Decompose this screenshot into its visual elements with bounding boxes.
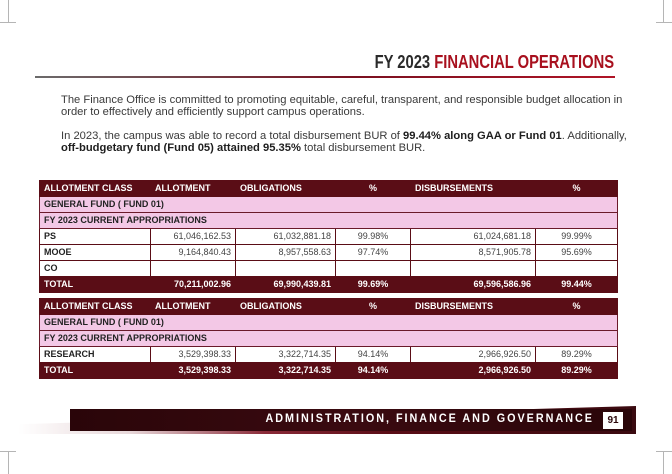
intro-text: total disbursement BUR. [300, 142, 426, 154]
allotment-value [151, 261, 236, 277]
total-allotment: 70,211,002.96 [151, 277, 236, 293]
disbursements-percent: 95.69% [536, 245, 618, 261]
column-header: % [536, 299, 618, 315]
total-row [40, 277, 618, 293]
column-header: ALLOTMENT [151, 181, 236, 197]
crop-mark [656, 451, 672, 452]
page-title [374, 52, 614, 73]
column-header: % [336, 299, 411, 315]
fund-label: GENERAL FUND ( FUND 01) [40, 197, 618, 213]
crop-mark [0, 22, 16, 23]
obligations-value [236, 261, 336, 277]
total-obligations: 69,990,439.81 [236, 277, 336, 293]
column-header: ALLOTMENT [151, 299, 236, 315]
obligations-percent [336, 261, 411, 277]
header-rule [35, 76, 615, 78]
intro-paragraph-1 [39, 94, 641, 118]
disbursements-percent [536, 261, 618, 277]
crop-mark [0, 451, 16, 452]
disbursements-value: 61,024,681.18 [411, 229, 536, 245]
appropriations-row [40, 213, 618, 229]
crop-mark [663, 452, 664, 474]
allotment-class: RESEARCH [40, 347, 151, 363]
table-header-row [40, 181, 618, 197]
intro-paragraph-2 [39, 130, 641, 154]
allotment-class: CO [40, 261, 151, 277]
disbursements-percent: 89.29% [536, 347, 618, 363]
obligations-value: 3,322,714.35 [236, 347, 336, 363]
crop-mark [663, 0, 664, 22]
appropriations-label: FY 2023 CURRENT APPROPRIATIONS [40, 213, 618, 229]
column-header: OBLIGATIONS [236, 299, 336, 315]
fund-label: GENERAL FUND ( FUND 01) [40, 315, 618, 331]
intro-text: In 2023, the campus was able to record a total disbursement BUR of [61, 130, 404, 142]
column-header: DISBURSEMENTS [411, 299, 536, 315]
fund-row [40, 197, 618, 213]
allotment-class: MOOE [40, 245, 151, 261]
disbursements-value: 2,966,926.50 [411, 347, 536, 363]
crop-mark [656, 22, 672, 23]
table-header-row [40, 299, 618, 315]
column-header: % [536, 181, 618, 197]
total-row [40, 363, 618, 379]
column-header: % [336, 181, 411, 197]
table-row [40, 245, 618, 261]
total-disbursements-percent: 89.29% [536, 363, 618, 379]
table-row [40, 229, 618, 245]
obligations-value: 8,957,558.63 [236, 245, 336, 261]
total-disbursements-percent: 99.44% [536, 277, 618, 293]
intro-text: The Finance Office is committed to promoting equitable, careful, transparent, and responsible budget allocation in order to effectively and efficiently support campus operations. [61, 94, 623, 118]
page-title-topic: FINANCIAL OPERATIONS [434, 52, 614, 72]
column-header: ALLOTMENT CLASS [40, 299, 151, 315]
obligations-percent: 97.74% [336, 245, 411, 261]
crop-mark [8, 0, 9, 22]
page-title-year: FY 2023 [374, 52, 431, 72]
total-obligations: 3,322,714.35 [236, 363, 336, 379]
obligations-value: 61,032,881.18 [236, 229, 336, 245]
allotment-class: PS [40, 229, 151, 245]
research-fund-table [39, 298, 618, 379]
column-header: ALLOTMENT CLASS [40, 181, 151, 197]
disbursements-value: 8,571,905.78 [411, 245, 536, 261]
total-label: TOTAL [40, 277, 151, 293]
total-obligations-percent: 99.69% [336, 277, 411, 293]
appropriations-label: FY 2023 CURRENT APPROPRIATIONS [40, 331, 618, 347]
intro-highlight: 99.44% along GAA or Fund 01 [403, 130, 562, 142]
total-label: TOTAL [40, 363, 151, 379]
crop-mark [8, 452, 9, 474]
total-disbursements: 2,966,926.50 [411, 363, 536, 379]
intro-text: . Additionally, [561, 130, 627, 142]
page-number: 91 [603, 412, 623, 429]
column-header: OBLIGATIONS [236, 181, 336, 197]
column-header: DISBURSEMENTS [411, 181, 536, 197]
allotment-value: 3,529,398.33 [151, 347, 236, 363]
total-disbursements: 69,596,586.96 [411, 277, 536, 293]
allotment-value: 9,164,840.43 [151, 245, 236, 261]
obligations-percent: 94.14% [336, 347, 411, 363]
disbursements-percent: 99.99% [536, 229, 618, 245]
fund-01-table [39, 180, 618, 293]
table-row [40, 347, 618, 363]
footer-section-title: ADMINISTRATION, FINANCE AND GOVERNANCE [265, 411, 594, 425]
total-obligations-percent: 94.14% [336, 363, 411, 379]
table-row [40, 261, 618, 277]
intro-highlight: off-budgetary fund (Fund 05) attained 95.35% [61, 142, 301, 154]
fund-row [40, 315, 618, 331]
allotment-value: 61,046,162.53 [151, 229, 236, 245]
disbursements-value [411, 261, 536, 277]
total-allotment: 3,529,398.33 [151, 363, 236, 379]
appropriations-row [40, 331, 618, 347]
obligations-percent: 99.98% [336, 229, 411, 245]
